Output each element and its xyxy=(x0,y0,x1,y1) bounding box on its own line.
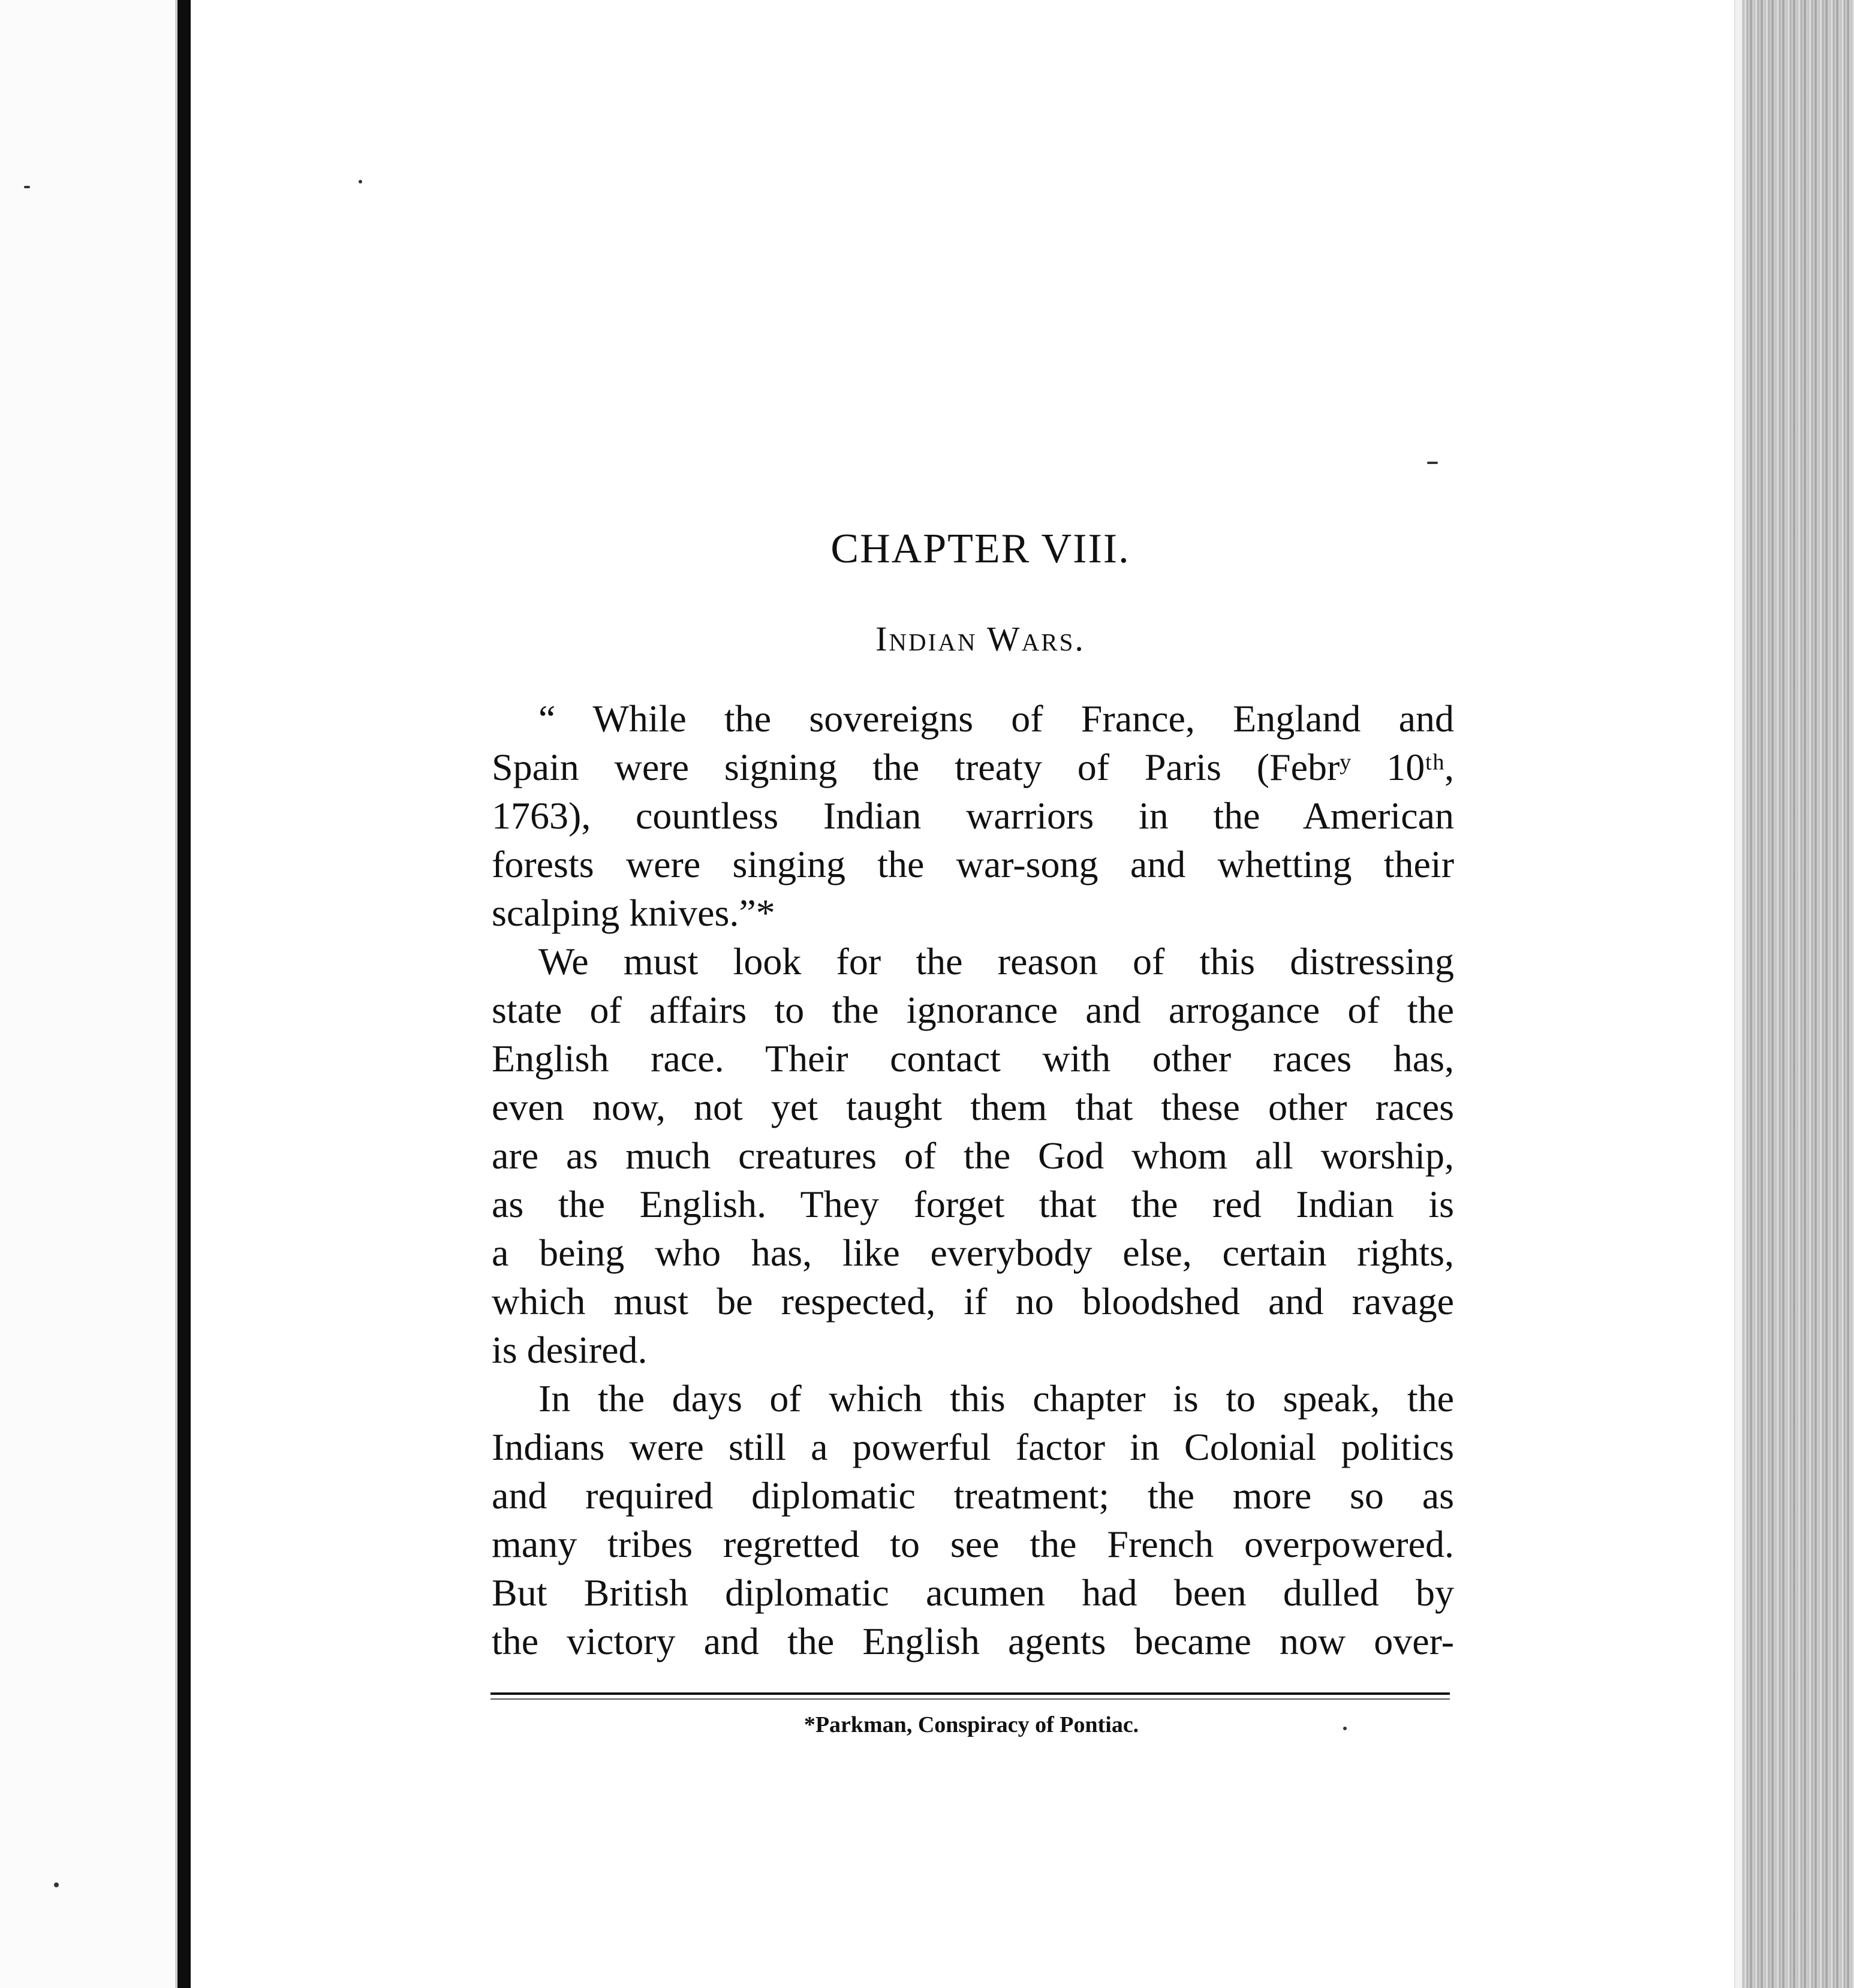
text-line: as the English. They forget that the red Indian is xyxy=(492,1183,1454,1225)
scan-speck xyxy=(1343,1727,1347,1730)
footnote: *Parkman, Conspiracy of Pontiac. xyxy=(803,1712,1139,1737)
text-line: In the days of which this chapter is to speak, the xyxy=(538,1377,1454,1420)
text-line: and required diplomatic treatment; the more so as xyxy=(492,1474,1454,1517)
text-line: 1763), countless Indian warriors in the American xyxy=(492,794,1454,837)
text-line: is desired. xyxy=(492,1329,648,1371)
text-line: scalping knives.”* xyxy=(492,891,775,934)
paragraph xyxy=(492,1374,1454,1665)
footnote-rule-secondary xyxy=(490,1698,1450,1700)
chapter-title: CHAPTER VIII. xyxy=(830,526,1130,572)
text-line: many tribes regretted to see the French overpowered. xyxy=(492,1523,1454,1565)
footnote-rule xyxy=(490,1692,1450,1695)
text-line: which must be respected, if no bloodshed and ravage xyxy=(492,1280,1454,1323)
text-line: Indians were still a powerful factor in Colonial politics xyxy=(492,1426,1454,1468)
text-line: English race. Their contact with other races has, xyxy=(492,1037,1454,1080)
body-text xyxy=(492,694,1454,1665)
scan-speck xyxy=(54,1882,59,1887)
text-line: “ While the sovereigns of France, England and xyxy=(538,697,1454,740)
text-line: We must look for the reason of this distressing xyxy=(538,940,1454,983)
paragraph xyxy=(492,937,1454,1374)
text-line: even now, not yet taught them that these other races xyxy=(492,1086,1454,1128)
chapter-subtitle: Indian Wars. xyxy=(875,619,1085,658)
facing-page-edge xyxy=(0,0,177,1988)
text-line: are as much creatures of the God whom all worship, xyxy=(492,1134,1454,1177)
text-line: a being who has, like everybody else, certain rights, xyxy=(492,1231,1454,1274)
text-line: the victory and the English agents became now over- xyxy=(492,1620,1454,1662)
book-gutter xyxy=(177,0,191,1988)
text-line: forests were singing the war-song and whetting their xyxy=(492,843,1454,885)
text-line: Spain were signing the treaty of Paris (Febrʸ 10ᵗʰ, xyxy=(492,746,1454,788)
scan-speck xyxy=(24,186,30,188)
book-page-stack-edge xyxy=(1742,0,1854,1988)
paragraph xyxy=(492,694,1454,937)
text-line: state of affairs to the ignorance and arrogance of the xyxy=(492,989,1454,1031)
scan-speck xyxy=(359,180,362,183)
text-line: But British diplomatic acumen had been dulled by xyxy=(492,1571,1454,1614)
scan-speck xyxy=(1427,462,1438,464)
